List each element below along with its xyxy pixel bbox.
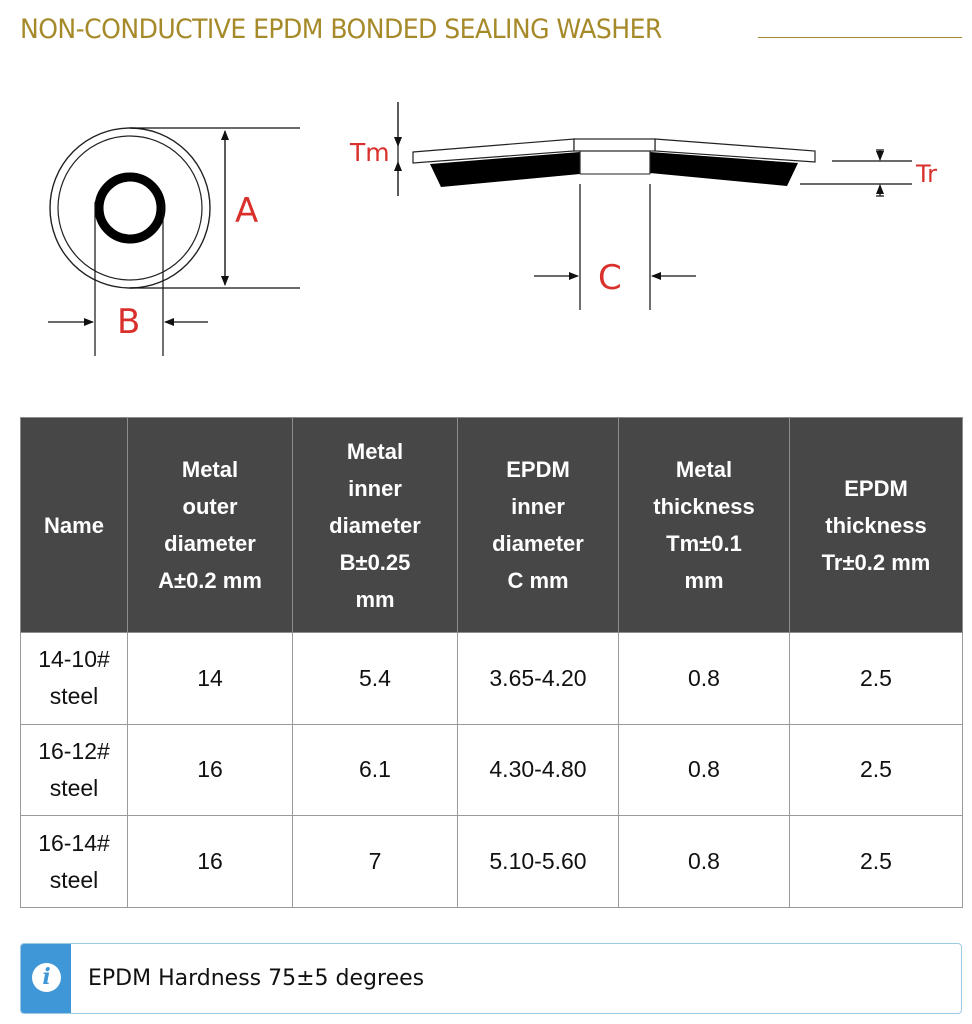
- table-header-row: [21, 418, 963, 633]
- header-epdm-inner-diameter: EPDM inner diameter C mm: [458, 418, 619, 633]
- cell-name: 16-12# steel: [21, 724, 128, 816]
- cell-tm: 0.8: [619, 633, 790, 725]
- cell-tr: 2.5: [790, 633, 963, 725]
- info-icon: i: [32, 963, 61, 992]
- cell-name: 14-10# steel: [21, 633, 128, 725]
- washer-side-view: [349, 102, 937, 310]
- cell-c: 3.65-4.20: [458, 633, 619, 725]
- info-note-text: EPDM Hardness 75±5 degrees: [88, 966, 425, 991]
- cell-name: 16-14# steel: [21, 816, 128, 908]
- cell-tr: 2.5: [790, 724, 963, 816]
- washer-diagram: [0, 90, 972, 370]
- header-metal-thickness: Metal thickness Tm±0.1 mm: [619, 418, 790, 633]
- table-row: [21, 724, 963, 816]
- cell-c: 5.10-5.60: [458, 816, 619, 908]
- dimension-b-label: B: [117, 302, 141, 342]
- title-divider: [758, 37, 962, 38]
- dimension-tr-label: Tr: [916, 160, 937, 188]
- washer-front-view: [48, 128, 300, 356]
- cell-tm: 0.8: [619, 724, 790, 816]
- cell-b: 7: [293, 816, 458, 908]
- cell-b: 5.4: [293, 633, 458, 725]
- page-header: [20, 12, 962, 52]
- page-title: NON-CONDUCTIVE EPDM BONDED SEALING WASHER: [20, 14, 662, 45]
- dimension-c-label: C: [598, 258, 622, 298]
- info-icon-bar: [21, 944, 71, 1013]
- dimension-tm-label: Tm: [350, 138, 390, 167]
- dimension-a-label: A: [235, 191, 259, 231]
- header-name: Name: [21, 418, 128, 633]
- header-metal-inner-diameter: Metal inner diameter B±0.25 mm: [293, 418, 458, 633]
- spec-table: [20, 417, 963, 908]
- table-row: [21, 816, 963, 908]
- header-epdm-thickness: EPDM thickness Tr±0.2 mm: [790, 418, 963, 633]
- cell-c: 4.30-4.80: [458, 724, 619, 816]
- cell-a: 16: [128, 816, 293, 908]
- cell-a: 14: [128, 633, 293, 725]
- cell-tr: 2.5: [790, 816, 963, 908]
- info-note: [20, 943, 962, 1014]
- header-metal-outer-diameter: Metal outer diameter A±0.2 mm: [128, 418, 293, 633]
- table-row: [21, 633, 963, 725]
- cell-b: 6.1: [293, 724, 458, 816]
- cell-tm: 0.8: [619, 816, 790, 908]
- cell-a: 16: [128, 724, 293, 816]
